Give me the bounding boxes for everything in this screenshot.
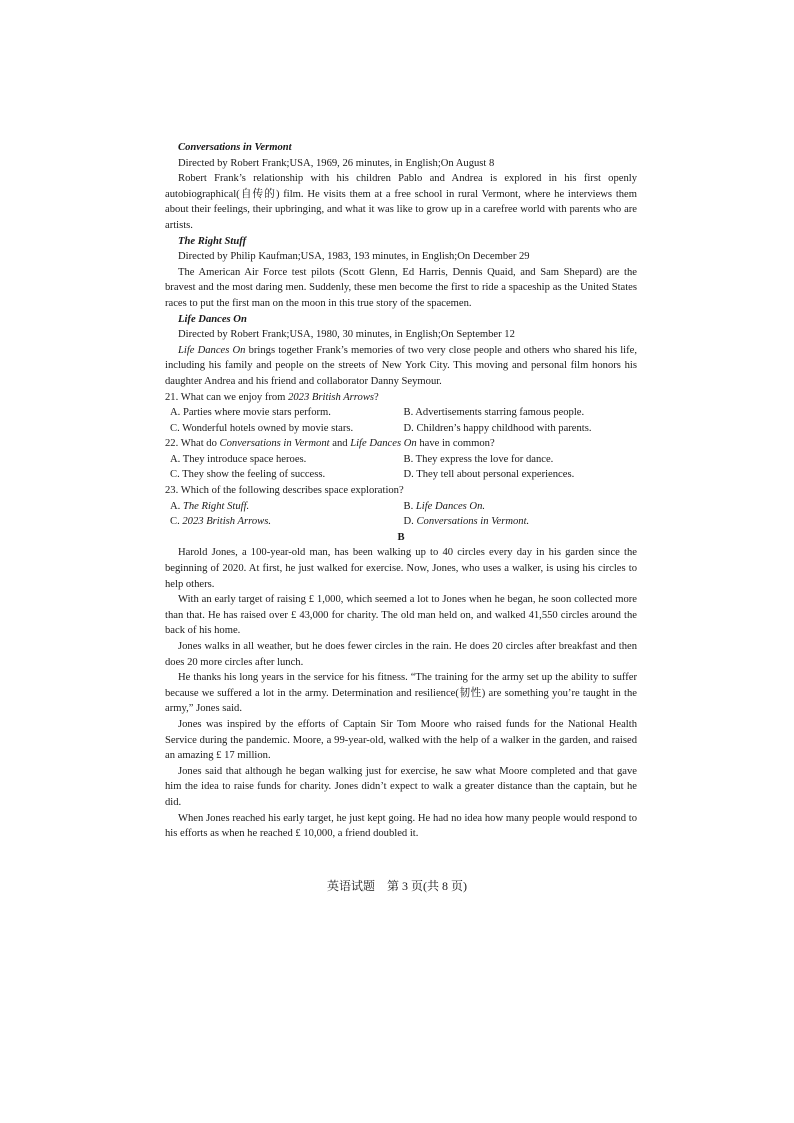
film-description [165,343,637,390]
option-c[interactable]: C. They show the feeling of success. [170,469,326,481]
passage-paragraph: Harold Jones, a 100-year-old man, has been walking up to 40 circles every day in his garden since the beginning of 2020. At first, he just walked for exercise. Now, Jones, who uses a walker, is using his circles to help others. [165,547,637,590]
options-21 [170,405,637,436]
option-b[interactable]: B. Life Dances On. [403,500,486,512]
option-a[interactable]: A. Parties where movie stars perform. [170,407,331,419]
page-footer: 英语试题 第 3 页(共 8 页) [327,879,467,893]
question-text: 23. Which of the following describes space exploration? [165,485,404,497]
question-21 [165,390,637,406]
film-title: Life Dances On [178,313,247,325]
film-description-italic: Life Dances On [178,344,246,356]
option-d[interactable]: D. Children’s happy childhood with parents. [403,422,592,434]
film-info: Directed by Robert Frank;USA, 1969, 26 minutes, in English;On August 8 [178,157,495,169]
options-23 [170,499,637,530]
section-heading: B [397,531,405,543]
question-italic: 2023 British Arrows [288,391,375,403]
option-b[interactable]: B. Advertisements starring famous people. [403,407,585,419]
question-22 [165,436,637,452]
question-text: 21. What can we enjoy from [165,391,289,403]
film-info: Directed by Robert Frank;USA, 1980, 30 minutes, in English;On September 12 [178,329,515,341]
film-description-text: brings together Frank’s memories of two very close people and others who shared his life, including his family and people on the streets of New York City. This moving and personal film honors his daughter Andrea and his friend and collaborator Danny Seymour. [165,344,637,387]
passage-paragraph: He thanks his long years in the service for his fitness. “The training for the army set up the ability to suffer because we suffered a lot in the army. Determination and resilience(韧性) are something you’re taught in the army,” Jones said. [165,672,637,715]
film-info: Directed by Philip Kaufman;USA, 1983, 193 minutes, in English;On December 29 [178,251,530,263]
question-text: have in common? [416,438,495,450]
option-d[interactable]: D. They tell about personal experiences. [403,469,575,481]
passage-paragraph: When Jones reached his early target, he just kept going. He had no idea how many people would respond to his efforts as when he reached £ 10,000, a friend doubled it. [165,812,637,840]
question-text: 22. What do [165,438,220,450]
question-italic: Conversations in Vermont [219,438,330,450]
option-a[interactable]: A. The Right Stuff. [170,500,250,512]
option-a[interactable]: A. They introduce space heroes. [170,453,307,465]
question-italic: Life Dances On [350,438,417,450]
options-22 [170,452,637,483]
question-text: and [329,438,351,450]
option-b[interactable]: B. They express the love for dance. [403,453,554,465]
page-content [165,140,637,842]
film-description: The American Air Force test pilots (Scott Glenn, Ed Harris, Dennis Quaid, and Sam Shepard) are the bravest and the most daring men. Suddenly, these men become the first to ride a spaceship as the United States races to put the first man on the moon in this true story of the spacemen. [165,266,637,309]
question-23 [165,483,637,499]
passage-paragraph: Jones was inspired by the efforts of Captain Sir Tom Moore who raised funds for the National Health Service during the pandemic. Moore, a 99-year-old, walked with the help of a walker in the garden, and raised an amazing £ 17 million. [165,718,637,762]
film-description: Robert Frank’s relationship with his children Pablo and Andrea is explored in his first openly autobiographical(自传的) film. He visits them at a free school in rural Vermont, where he interviews them about their feelings, their upbringing, and what it was like to grow up in a carefree world with parents who are artists. [165,173,637,231]
film-title: Conversations in Vermont [178,142,292,153]
film-title: The Right Stuff [178,235,247,247]
passage-paragraph: With an early target of raising £ 1,000, which seemed a lot to Jones when he began, he soon collected more than that. He has raised over £ 43,000 for charity. The old man held on, and walked 41,550 circles around the back of his home. [165,594,637,637]
question-text: ? [374,391,379,403]
option-c[interactable]: C. 2023 British Arrows. [170,516,271,528]
passage-paragraph: Jones walks in all weather, but he does fewer circles in the rain. He does 20 circles after breakfast and then does 20 more circles after lunch. [165,641,637,668]
option-d[interactable]: D. Conversations in Vermont. [403,516,530,528]
option-c[interactable]: C. Wonderful hotels owned by movie stars. [170,422,354,434]
passage-paragraph: Jones said that although he began walking just for exercise, he saw what Moore completed and that gave him the idea to raise funds for charity. Jones didn’t expect to walk a greater distance than the captain, but he did. [165,765,637,808]
